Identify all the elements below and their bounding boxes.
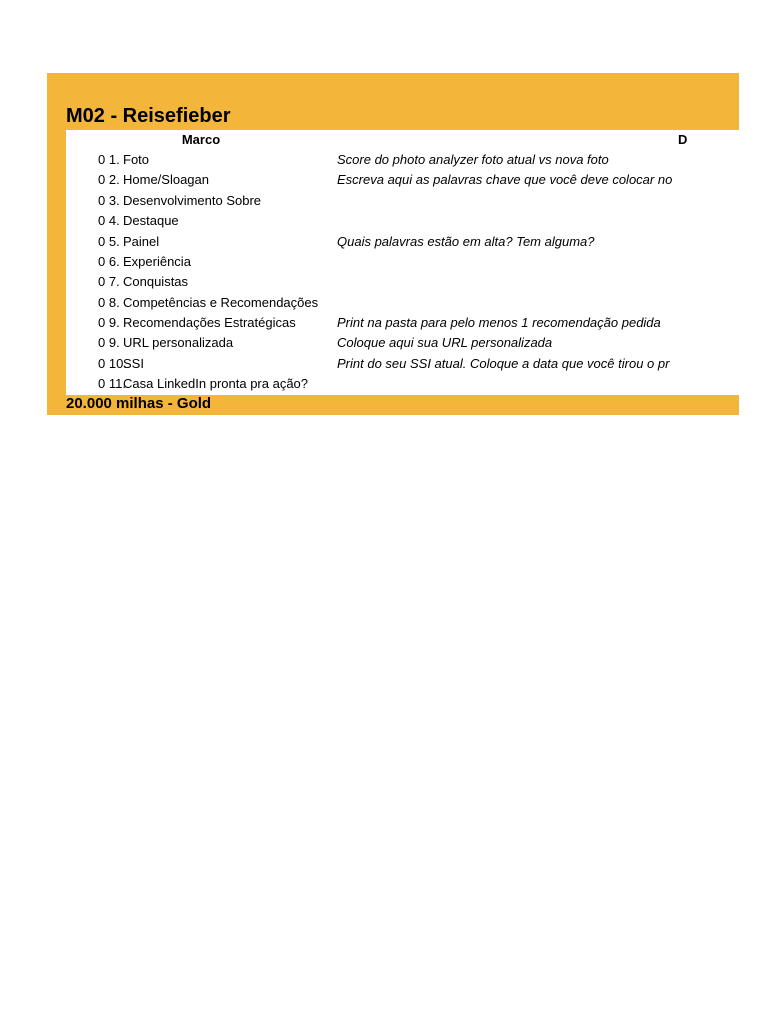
sheet-title: M02 - Reisefieber	[66, 105, 231, 127]
table-row	[66, 211, 739, 231]
column-header-marco: Marco	[181, 132, 221, 147]
row-label: Foto	[123, 152, 150, 167]
row-number: 0 6.	[98, 254, 120, 269]
row-description: Escreva aqui as palavras chave que você deve colocar no	[337, 172, 673, 187]
table-row	[66, 333, 739, 353]
row-number: 0 11.	[98, 376, 126, 391]
row-description: Print do seu SSI atual. Coloque a data que você tirou o pr	[337, 356, 670, 371]
row-number: 0 7.	[98, 274, 120, 289]
row-number: 0 5.	[98, 234, 120, 249]
row-number: 0 10.	[98, 356, 127, 371]
row-label: Painel	[123, 234, 160, 249]
table-row	[66, 293, 739, 313]
reward-footer: 20.000 milhas - Gold	[66, 395, 212, 412]
milestone-table	[66, 130, 739, 395]
table-row	[66, 150, 739, 170]
column-header-descricao: D	[678, 132, 688, 147]
row-number: 0 3.	[98, 193, 120, 208]
row-label: Recomendações Estratégicas	[123, 315, 296, 330]
row-label: Destaque	[123, 213, 179, 228]
table-row	[66, 170, 739, 190]
row-number: 0 1.	[98, 152, 120, 167]
row-description: Coloque aqui sua URL personalizada	[337, 335, 553, 350]
row-description: Print na pasta para pelo menos 1 recomendação pedida	[337, 315, 661, 330]
table-row	[66, 354, 739, 374]
table-row	[66, 272, 739, 292]
row-number: 0 4.	[98, 213, 120, 228]
table-row	[66, 191, 739, 211]
row-label: Competências e Recomendações	[123, 295, 319, 310]
row-number: 0 8.	[98, 295, 120, 310]
table-row	[66, 232, 739, 252]
row-label: URL personalizada	[123, 335, 234, 350]
spreadsheet-sheet	[47, 73, 739, 415]
row-description: Score do photo analyzer foto atual vs nova foto	[337, 152, 609, 167]
table-row	[66, 313, 739, 333]
row-label: Experiência	[123, 254, 191, 269]
table-row	[66, 252, 739, 272]
row-number: 0 9.	[98, 315, 120, 330]
row-label: Home/Sloagan	[123, 172, 209, 187]
row-label: Casa LinkedIn pronta pra ação?	[123, 376, 309, 391]
row-label: Desenvolvimento Sobre	[123, 193, 262, 208]
table-row	[66, 374, 739, 394]
row-label: SSI	[123, 356, 144, 371]
row-number: 0 9.	[98, 335, 120, 350]
row-number: 0 2.	[98, 172, 120, 187]
row-label: Conquistas	[123, 274, 189, 289]
row-description: Quais palavras estão em alta? Tem alguma?	[337, 234, 595, 249]
